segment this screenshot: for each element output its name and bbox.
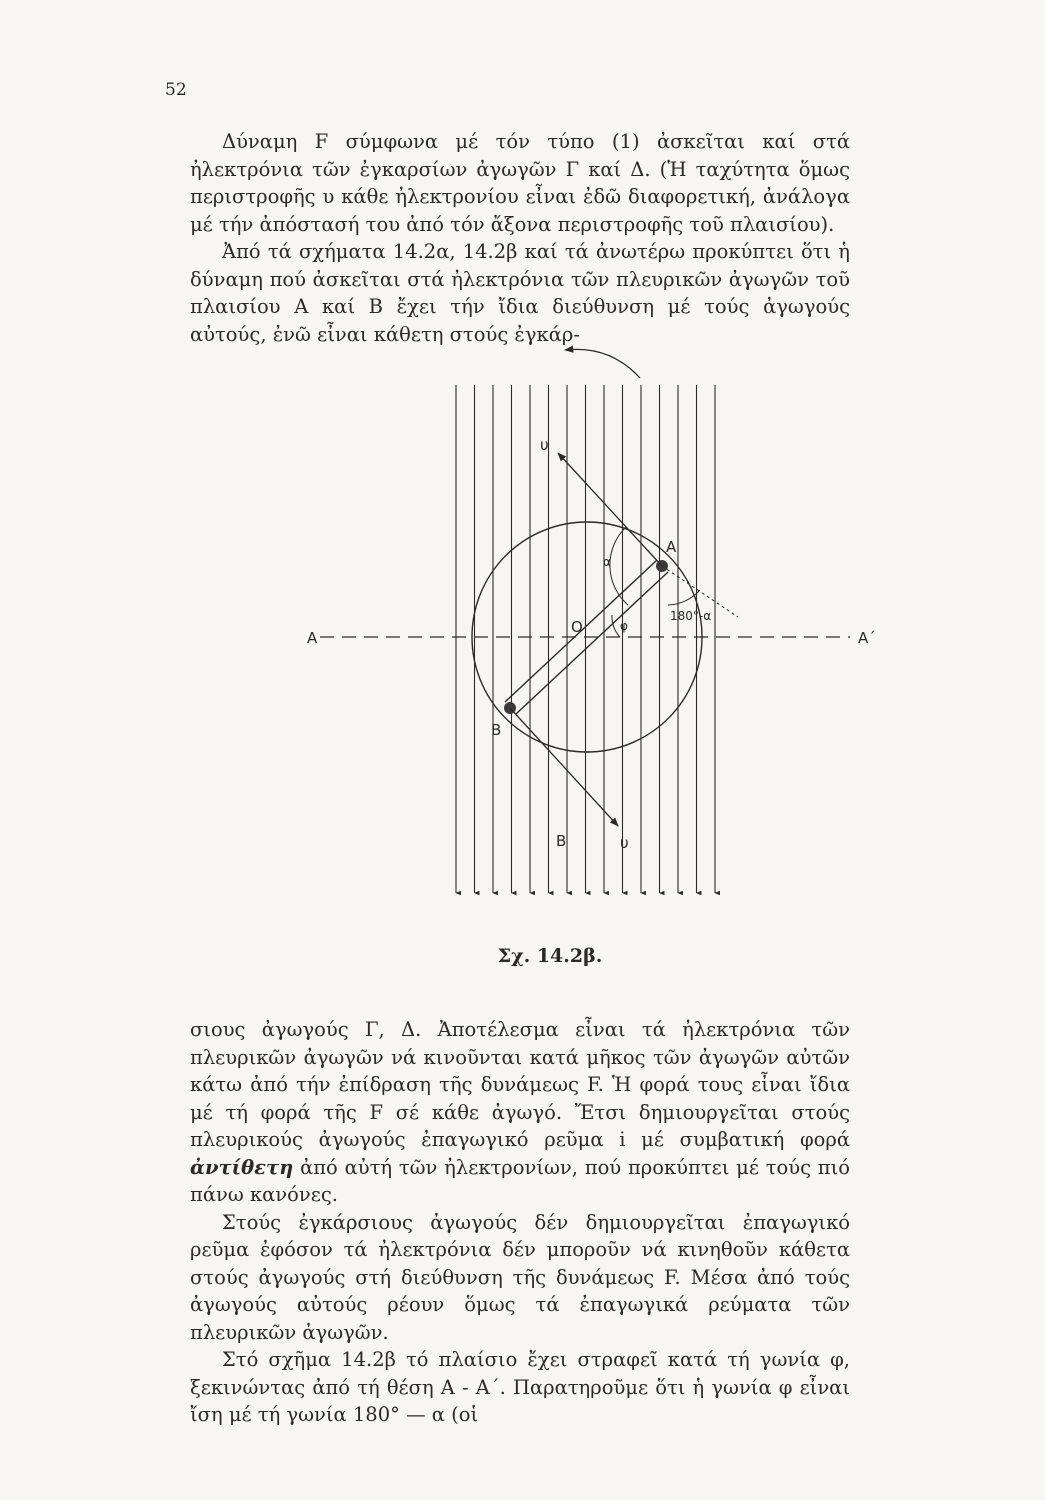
- paragraph: Στό σχῆμα 14.2β τό πλαίσιο ἔχει στραφεῖ κατά τή γωνία φ, ξεκινώντας ἀπό τή θέση Α - Α΄. Παρατηροῦμε ὅτι ἡ γωνία φ εἶναι ἴση μέ τή γωνία 180° — α (οἱ: [190, 1348, 850, 1426]
- velocity-vector-a: [558, 453, 662, 566]
- paragraph-text: ἀπό αὐτή τῶν ἠλεκτρονίων, πού προκύπτει μέ τούς πιό πάνω κανόνες.: [190, 1155, 850, 1206]
- magnetic-field-lines: [456, 385, 715, 893]
- text-block-bottom: [190, 1016, 850, 1429]
- paragraph: [190, 1016, 850, 1209]
- page-number: 52: [165, 80, 187, 100]
- paragraph: Δύναμη F σύμφωνα μέ τόν τύπο (1) ἀσκεῖται καί στά ἠλεκτρόνια τῶν ἐγκαρσίων ἀγωγῶν Γ καί Δ. (Ἡ ταχύτητα ὅμως περιστροφῆς υ κάθε ἠλεκτρονίου εἶναι ἐδῶ διαφορετική, ἀνάλογα μέ τήν ἀπόστασή του ἀπό τόν ἄξονα περιστροφῆς τοῦ πλαισίου).: [190, 130, 850, 236]
- emphasis-word: ἀντίθετη: [190, 1155, 294, 1179]
- label-point-b: Β: [491, 721, 502, 739]
- paragraph: Στούς ἐγκάρσιους ἀγωγούς δέν δημιουργεῖται ἐπαγωγικό ρεῦμα ἐφόσον τά ἠλεκτρόνια δέν μποροῦν νά κινηθοῦν κάθετα στούς ἀγωγούς στή διεύθυνση τῆς δυνάμεως F. Μέσα ἀπό τούς ἀγωγούς αὐτούς ρέουν ὅμως τά ἐπαγωγικά ρεύματα τῶν πλευρικῶν ἀγωγῶν.: [190, 1210, 850, 1344]
- figure-caption: Σχ. 14.2β.: [497, 945, 603, 967]
- label-angle-supplement: 180°-α: [670, 609, 712, 623]
- label-velocity-b: υ: [620, 834, 629, 852]
- paragraph: Ἀπό τά σχήματα 14.2α, 14.2β καί τά ἀνωτέρω προκύπτει ὅτι ἡ δύναμη πού ἀσκεῖται στά ἠλεκτρόνια τῶν πλευρικῶν ἀγωγῶν τοῦ πλαισίου Α καί Β ἔχει τήν ἴδια διεύθυνση μέ τούς ἀγωγούς αὐτούς, ἐνῶ εἶναι κάθετη στούς ἐγκάρ-: [190, 240, 850, 346]
- label-velocity-a: υ: [540, 436, 549, 454]
- rotation-direction-arrow: [565, 349, 640, 378]
- angle-arc-alpha: [610, 527, 628, 605]
- label-field: Β: [556, 832, 567, 850]
- axis-label-left: Α: [307, 629, 318, 647]
- label-center: Ο: [571, 618, 583, 636]
- label-angle-phi: φ: [620, 619, 628, 633]
- label-point-a: Α: [666, 538, 677, 556]
- label-angle-alpha: α: [603, 555, 611, 569]
- axis-label-right: Α΄: [858, 629, 876, 647]
- paragraph-text: σιους ἀγωγούς Γ, Δ. Ἀποτέλεσμα εἶναι τά ἠλεκτρόνια τῶν πλευρικῶν ἀγωγῶν νά κινοῦνται κατά μῆκος τῶν ἀγωγῶν αὐτῶν κάτω ἀπό τήν ἐπίδραση τῆς δυνάμεως F. Ἡ φορά τους εἶναι ἴδια μέ τή φορά τῆς F σέ κάθε ἀγωγό. Ἔτσι δημιουργεῖται στούς πλευρικούς ἀγωγούς ἐπαγωγικό ρεῦμα i μέ συμβατική φορά: [190, 1018, 850, 1151]
- velocity-vector-b: [510, 708, 618, 826]
